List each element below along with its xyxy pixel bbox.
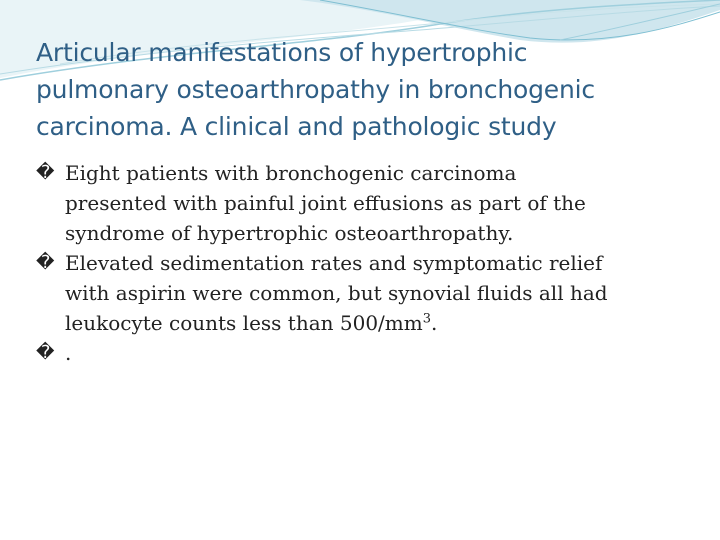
- bullet-1-line-1: Eight patients with bronchogenic carcinoma: [65, 161, 517, 185]
- title-line-2: pulmonary osteoarthropathy in bronchogenic: [36, 75, 595, 104]
- bullet-2-line-3-wrap: [65, 308, 696, 338]
- bullet-marker-icon: �: [36, 342, 55, 363]
- bullet-2-line-2: with aspirin were common, but synovial fluids all had: [65, 281, 608, 305]
- bullet-2-line-1: Elevated sedimentation rates and symptomatic relief: [65, 251, 603, 275]
- bullet-item-3: [36, 338, 696, 368]
- bullet-1-line-3: syndrome of hypertrophic osteoarthropathy.: [65, 221, 514, 245]
- bullet-list: [36, 158, 696, 368]
- bullet-3-line-1: .: [65, 341, 72, 365]
- title-line-1: Articular manifestations of hypertrophic: [36, 38, 528, 67]
- bullet-2-line-3: leukocyte counts less than 500/mm: [65, 311, 423, 335]
- bullet-marker-icon: �: [36, 162, 55, 183]
- bullet-item-1: [36, 158, 696, 248]
- bullet-marker-icon: �: [36, 252, 55, 273]
- bullet-2-trailing: .: [431, 311, 438, 335]
- superscript-exponent: 3: [422, 311, 431, 327]
- title-line-3: carcinoma. A clinical and pathologic study: [36, 112, 557, 141]
- bullet-item-2: [36, 248, 696, 338]
- slide-title: [36, 34, 696, 145]
- bullet-1-line-2: presented with painful joint effusions as part of the: [65, 191, 586, 215]
